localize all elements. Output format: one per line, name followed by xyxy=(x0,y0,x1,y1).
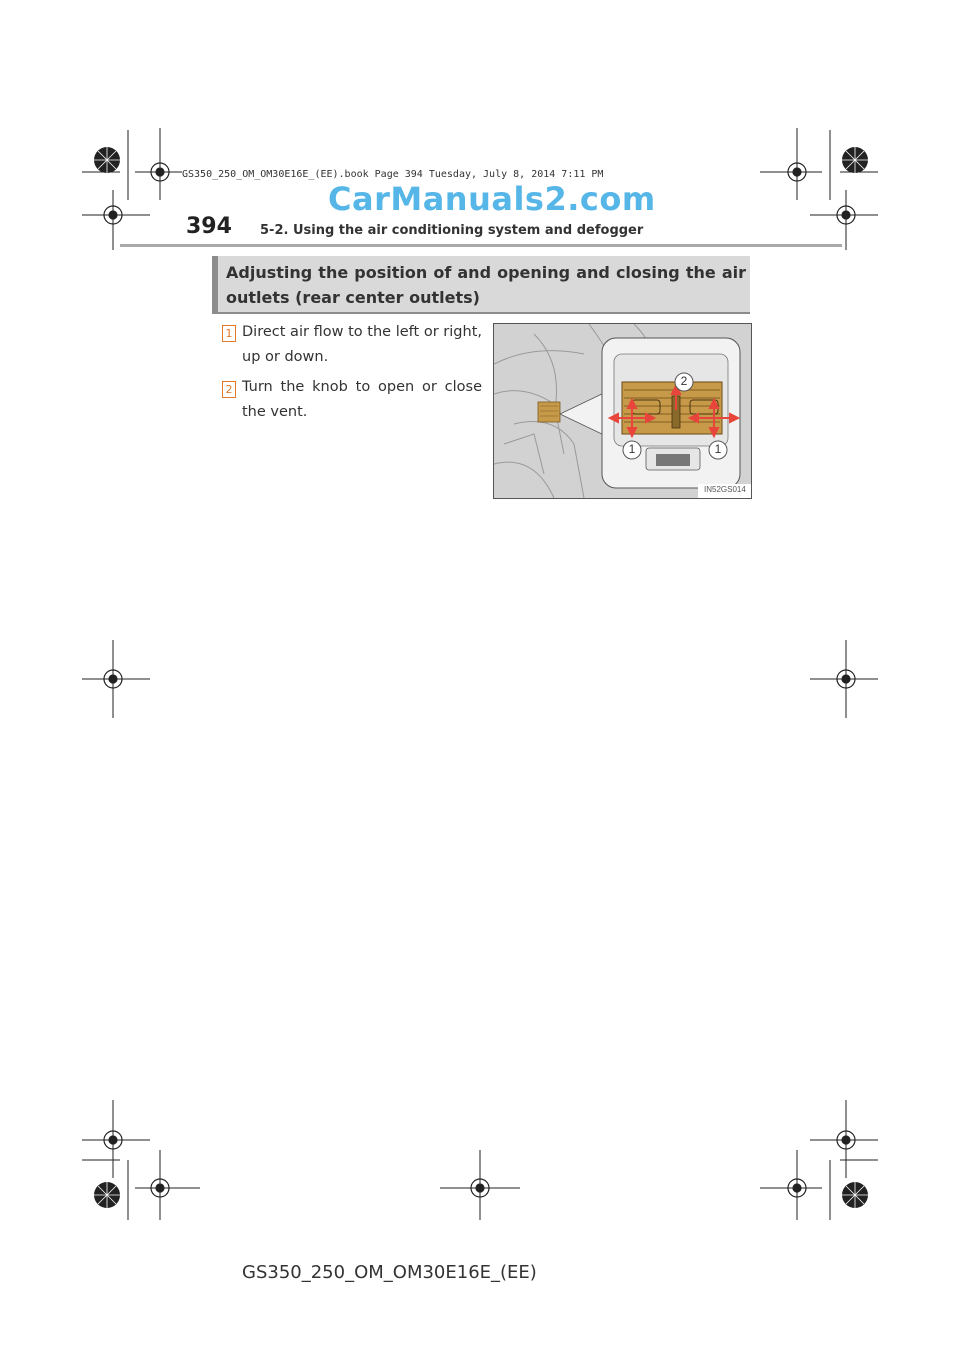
callout-1-left-label: 1 xyxy=(628,442,636,456)
watermark-logo: CarManuals2.com xyxy=(328,180,656,218)
callout-2-label: 2 xyxy=(680,374,688,388)
topic-accent-bar xyxy=(212,256,218,314)
vent-diagram xyxy=(494,324,751,498)
footer-document-code: GS350_250_OM_OM30E16E_(EE) xyxy=(242,1262,537,1283)
section-title: 5-2. Using the air conditioning system and defogger xyxy=(260,223,644,238)
topic-title: Adjusting the position of and opening and closing the air outlets (rear center outlets) xyxy=(226,263,746,307)
callout-1-right-label: 1 xyxy=(714,442,722,456)
header-divider xyxy=(120,244,842,247)
figure-code: IN52GS014 xyxy=(704,485,746,494)
step-2-text: Turn the knob to open or close the vent. xyxy=(242,379,482,420)
step-1-badge: 1 xyxy=(222,325,236,342)
book-info-line: GS350_250_OM_OM30E16E_(EE).book Page 394 Tuesday, July 8, 2014 7:11 PM xyxy=(182,169,604,180)
step-2-badge: 2 xyxy=(222,381,236,398)
page-number: 394 xyxy=(186,214,232,239)
topic-heading-box xyxy=(212,256,750,314)
topic-underline xyxy=(212,312,750,314)
step-1-text: Direct air flow to the left or right, up or down. xyxy=(242,324,482,365)
rear-vent-illustration xyxy=(493,323,752,499)
